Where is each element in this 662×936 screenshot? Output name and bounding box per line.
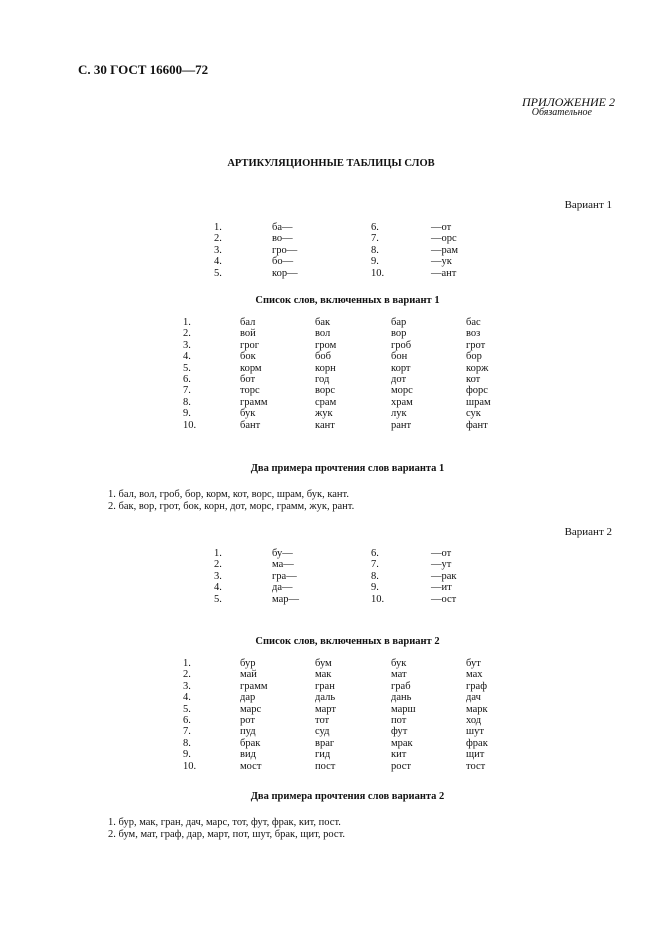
variant-1-examples [108,489,354,513]
page-header: С. 30 ГОСТ 16600—72 [78,62,209,77]
word-row: 10. бант кант рант фант [183,419,488,431]
word-row: 3. грамм гран граб граф [183,680,488,692]
word-row: 5. марс март марш марк [183,703,488,715]
variant-1-examples-title: Два примера прочтения слов варианта 1 [250,463,445,474]
syllable-row: 1. ба— 6. —от [214,222,452,233]
variant-1-syllables-table [214,222,474,279]
word-row: 7. пуд суд фут шут [183,726,484,738]
variant-2-label: Вариант 2 [564,526,612,538]
word-row: 2. май мак мат мах [183,669,483,681]
syllable-row: 4. да— 9. —ит [214,582,452,594]
word-row: 6. рот тот пот ход [183,714,482,726]
word-row: 7. торс ворс морс форс [183,385,488,397]
syllable-row: 2. во— 7. —орс [214,233,457,245]
variant-2-syllables-table [214,548,474,605]
appendix-subtitle: Обязательное [531,107,592,118]
syllable-row: 2. ма— 7. —ут [214,559,452,571]
word-row: 10. мост пост рост тост [183,760,486,772]
syllable-row: 3. гро— 8. —рам [214,244,459,256]
example-line: 2. бак, вор, грот, бок, корн, дот, морс, грамм, жук, рант. [108,501,355,512]
appendix-title: ПРИЛОЖЕНИЕ 2 [522,95,615,109]
example-line: 2. бум, мат, граф, дар, март, пот, шут, брак, щит, рост. [108,829,345,840]
word-row: 8. грамм срам храм шрам [183,396,491,408]
word-row: 2. вой вол вор воз [183,328,481,340]
word-row: 8. брак враг мрак фрак [183,737,488,749]
word-row: 4. бок боб бон бор [183,351,482,363]
variant-1-label: Вариант 1 [564,199,612,211]
variant-2-words-title: Список слов, включенных в вариант 2 [255,636,440,647]
variant-1-words-table [183,317,503,431]
variant-2-words-table [183,658,503,772]
syllable-row: 4. бо— 9. —ук [214,256,452,268]
word-row: 6. бот год дот кот [183,373,481,385]
syllable-row: 1. бу— 6. —от [214,548,452,559]
variant-2-examples-title: Два примера прочтения слов варианта 2 [250,791,445,802]
word-row: 3. грог гром гроб грот [183,339,486,351]
syllable-row: 5. кор— 10. —ант [214,267,457,279]
variant-2-examples [108,817,345,841]
word-row: 9. вид гид кит щит [183,749,485,761]
example-line: 1. бур, мак, гран, дач, марс, тот, фут, фрак, кит, пост. [108,817,341,828]
variant-1-words-title: Список слов, включенных в вариант 1 [255,295,440,306]
word-row: 1. бур бум бук бут [183,658,481,669]
word-row: 4. дар даль дань дач [183,692,481,704]
syllable-row: 3. гра— 8. —рак [214,570,457,582]
syllable-row: 5. мар— 10. —ост [214,593,457,605]
word-row: 1. бал бак бар бас [183,317,481,328]
word-row: 5. корм корн корт корж [183,362,489,374]
document-title: АРТИКУЛЯЦИОННЫЕ ТАБЛИЦЫ СЛОВ [227,158,435,169]
word-row: 9. бук жук лук сук [183,408,481,420]
example-line: 1. бал, вол, гроб, бор, корм, кот, ворс, шрам, бук, кант. [108,489,349,500]
